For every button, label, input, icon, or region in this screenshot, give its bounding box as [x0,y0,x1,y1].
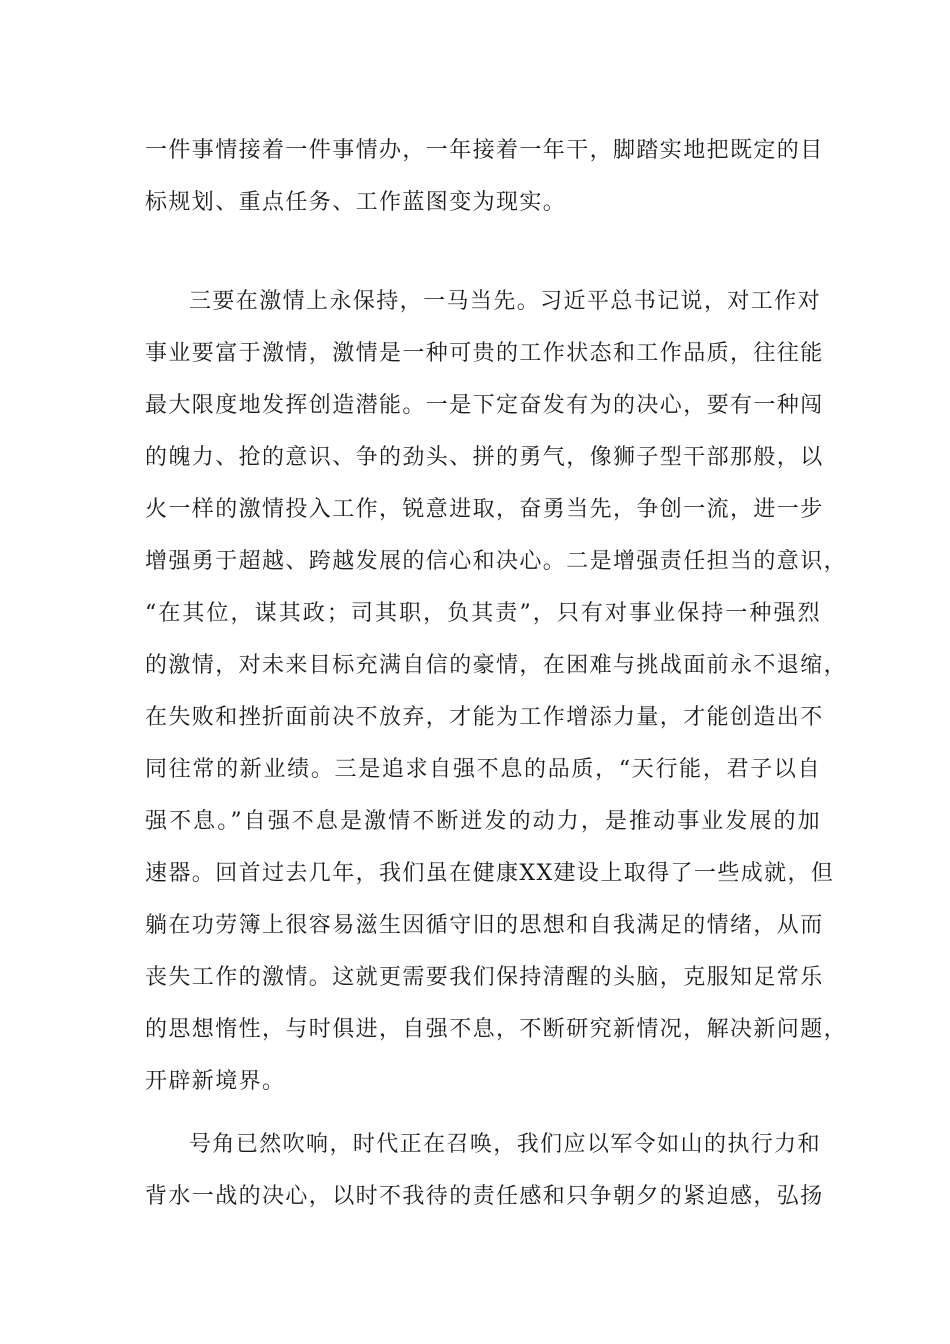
text-line: 的激情，对未来目标充满自信的豪情，在困难与挑战面前永不退缩， [145,653,848,678]
text-line: 开辟新境界。 [145,1069,286,1094]
text-line: 的思想惰性，与时俱进，自强不息，不断研究新情况，解决新问题， [145,1017,848,1042]
paragraph-2 [145,282,848,1114]
paragraph-1 [145,131,835,235]
text-line: 同往常的新业绩。三是追求自强不息的品质，“天行能，君子以自 [145,757,821,782]
text-line: 增强勇于超越、跨越发展的信心和决心。二是增强责任担当的意识， [145,549,848,574]
text-line: 号角已然吹响，时代正在召唤，我们应以军令如山的执行力和 [189,1132,821,1157]
text-line: 一件事情接着一件事情办，一年接着一年干，脚踏实地把既定的目 [145,138,824,163]
text-line: “在其位，谋其政；司其职，负其责”，只有对事业保持一种强烈 [145,601,821,626]
paragraph-3 [145,1125,835,1229]
text-line: 标规划、重点任务、工作蓝图变为现实。 [145,190,567,215]
text-line: 事业要富于激情，激情是一种可贵的工作状态和工作品质，往往能 [145,341,824,366]
text-line: 背水一战的决心，以时不我待的责任感和只争朝夕的紧迫感，弘扬 [145,1184,824,1209]
text-line: 躺在功劳簿上很容易滋生因循守旧的思想和自我满足的情绪，从而 [145,913,824,938]
text-line: 丧失工作的激情。这就更需要我们保持清醒的头脑，克服知足常乐 [145,965,824,990]
text-line: 在失败和挫折面前决不放弃，才能为工作增添力量，才能创造出不 [145,705,824,730]
text-line: 最大限度地发挥创造潜能。一是下定奋发有为的决心，要有一种闯 [145,393,824,418]
text-line: 速器。回首过去几年，我们虽在健康XX建设上取得了一些成就，但 [145,861,835,886]
text-line: 火一样的激情投入工作，锐意进取，奋勇当先，争创一流，进一步 [145,497,824,522]
text-line: 强不息。”自强不息是激情不断迸发的动力，是推动事业发展的加 [145,809,821,834]
text-line: 的魄力、抢的意识、争的劲头、拼的勇气，像狮子型干部那般，以 [145,445,824,470]
text-line: 三要在激情上永保持，一马当先。习近平总书记说，对工作对 [189,289,821,314]
